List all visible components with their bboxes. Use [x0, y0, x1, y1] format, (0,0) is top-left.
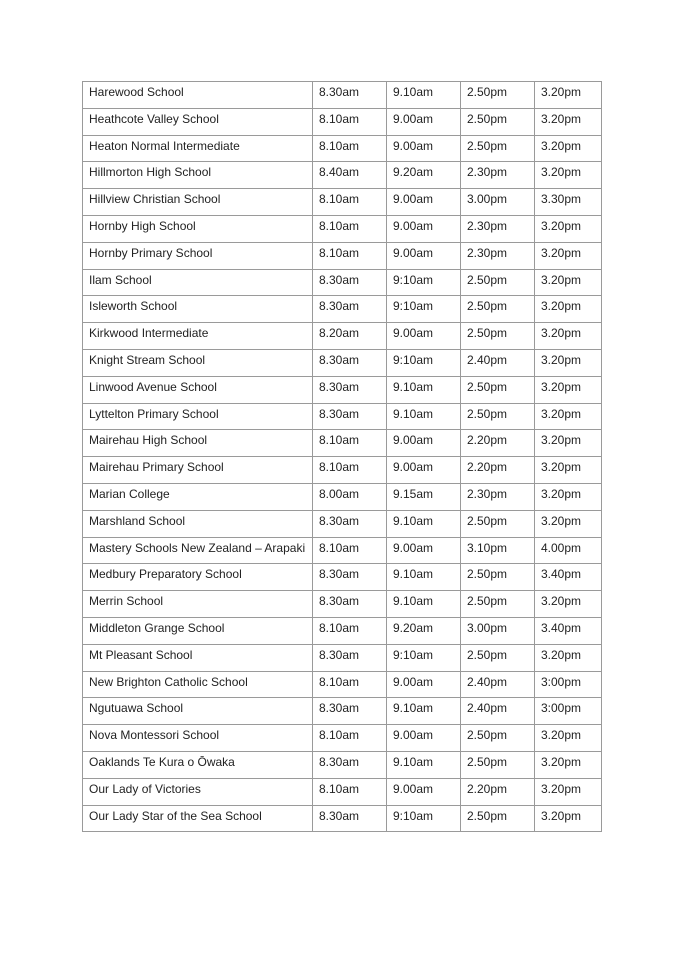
table-row	[83, 189, 602, 216]
table-row	[83, 135, 602, 162]
time-cell-1: 8.10am	[313, 671, 387, 698]
time-cell-2: 9:10am	[387, 644, 461, 671]
school-name-cell: Nova Montessori School	[83, 725, 313, 752]
time-cell-1: 8.30am	[313, 403, 387, 430]
table-row	[83, 242, 602, 269]
time-cell-2: 9.10am	[387, 510, 461, 537]
school-name-cell: Hornby Primary School	[83, 242, 313, 269]
table-row	[83, 564, 602, 591]
time-cell-3: 2.50pm	[461, 376, 535, 403]
time-cell-4: 3.20pm	[535, 242, 602, 269]
school-name-cell: Medbury Preparatory School	[83, 564, 313, 591]
time-cell-2: 9.15am	[387, 483, 461, 510]
time-cell-4: 3.20pm	[535, 725, 602, 752]
time-cell-3: 2.50pm	[461, 564, 535, 591]
time-cell-3: 2.50pm	[461, 591, 535, 618]
school-name-cell: Mt Pleasant School	[83, 644, 313, 671]
school-name-cell: Our Lady Star of the Sea School	[83, 805, 313, 832]
time-cell-4: 3.20pm	[535, 215, 602, 242]
table-row	[83, 82, 602, 109]
table-row	[83, 617, 602, 644]
time-cell-2: 9.00am	[387, 108, 461, 135]
time-cell-1: 8.30am	[313, 296, 387, 323]
time-cell-2: 9.10am	[387, 403, 461, 430]
table-row	[83, 323, 602, 350]
time-cell-4: 3:00pm	[535, 698, 602, 725]
time-cell-1: 8.10am	[313, 725, 387, 752]
time-cell-1: 8.30am	[313, 805, 387, 832]
school-name-cell: Hillmorton High School	[83, 162, 313, 189]
time-cell-3: 2.20pm	[461, 457, 535, 484]
time-cell-3: 2.30pm	[461, 483, 535, 510]
time-cell-2: 9.10am	[387, 591, 461, 618]
school-name-cell: Harewood School	[83, 82, 313, 109]
table-row	[83, 591, 602, 618]
time-cell-3: 2.40pm	[461, 671, 535, 698]
time-cell-1: 8.30am	[313, 376, 387, 403]
time-cell-2: 9.00am	[387, 537, 461, 564]
time-cell-1: 8.30am	[313, 751, 387, 778]
time-cell-2: 9.00am	[387, 135, 461, 162]
school-name-cell: Oaklands Te Kura o Ōwaka	[83, 751, 313, 778]
school-name-cell: Mairehau High School	[83, 430, 313, 457]
time-cell-4: 3.20pm	[535, 403, 602, 430]
school-name-cell: Linwood Avenue School	[83, 376, 313, 403]
table-row	[83, 430, 602, 457]
time-cell-3: 2.30pm	[461, 162, 535, 189]
time-cell-4: 3.20pm	[535, 82, 602, 109]
school-name-cell: Merrin School	[83, 591, 313, 618]
time-cell-3: 2.50pm	[461, 644, 535, 671]
time-cell-3: 2.50pm	[461, 108, 535, 135]
time-cell-3: 2.50pm	[461, 403, 535, 430]
time-cell-4: 3.20pm	[535, 778, 602, 805]
time-cell-1: 8.30am	[313, 564, 387, 591]
school-name-cell: Ilam School	[83, 269, 313, 296]
time-cell-1: 8.10am	[313, 537, 387, 564]
time-cell-4: 3.20pm	[535, 751, 602, 778]
time-cell-3: 2.50pm	[461, 269, 535, 296]
time-cell-4: 3.20pm	[535, 108, 602, 135]
table-row	[83, 751, 602, 778]
school-name-cell: Ngutuawa School	[83, 698, 313, 725]
time-cell-4: 3:00pm	[535, 671, 602, 698]
time-cell-2: 9.10am	[387, 564, 461, 591]
school-name-cell: New Brighton Catholic School	[83, 671, 313, 698]
time-cell-1: 8.10am	[313, 189, 387, 216]
time-cell-4: 3.20pm	[535, 805, 602, 832]
time-cell-2: 9.10am	[387, 376, 461, 403]
school-times-page	[82, 81, 601, 832]
time-cell-2: 9.10am	[387, 698, 461, 725]
time-cell-2: 9.10am	[387, 82, 461, 109]
time-cell-2: 9.00am	[387, 430, 461, 457]
time-cell-3: 2.40pm	[461, 349, 535, 376]
time-cell-3: 2.20pm	[461, 430, 535, 457]
table-row	[83, 671, 602, 698]
time-cell-4: 3.20pm	[535, 510, 602, 537]
time-cell-1: 8.30am	[313, 269, 387, 296]
time-cell-4: 3.20pm	[535, 349, 602, 376]
time-cell-2: 9.00am	[387, 457, 461, 484]
time-cell-4: 3.20pm	[535, 296, 602, 323]
time-cell-3: 2.40pm	[461, 698, 535, 725]
time-cell-1: 8.20am	[313, 323, 387, 350]
school-times-table	[82, 81, 602, 832]
time-cell-4: 4.00pm	[535, 537, 602, 564]
time-cell-1: 8.10am	[313, 135, 387, 162]
time-cell-3: 2.50pm	[461, 805, 535, 832]
time-cell-1: 8.30am	[313, 644, 387, 671]
time-cell-1: 8.10am	[313, 215, 387, 242]
school-name-cell: Middleton Grange School	[83, 617, 313, 644]
time-cell-3: 3.10pm	[461, 537, 535, 564]
table-row	[83, 725, 602, 752]
time-cell-1: 8.10am	[313, 778, 387, 805]
time-cell-3: 2.20pm	[461, 778, 535, 805]
table-row	[83, 778, 602, 805]
time-cell-3: 2.50pm	[461, 725, 535, 752]
school-name-cell: Hornby High School	[83, 215, 313, 242]
time-cell-1: 8.00am	[313, 483, 387, 510]
time-cell-3: 2.50pm	[461, 296, 535, 323]
time-cell-4: 3.40pm	[535, 564, 602, 591]
time-cell-4: 3.30pm	[535, 189, 602, 216]
school-name-cell: Lyttelton Primary School	[83, 403, 313, 430]
time-cell-3: 3.00pm	[461, 189, 535, 216]
table-row	[83, 805, 602, 832]
time-cell-3: 2.50pm	[461, 135, 535, 162]
time-cell-1: 8.10am	[313, 617, 387, 644]
school-name-cell: Heathcote Valley School	[83, 108, 313, 135]
time-cell-2: 9.00am	[387, 671, 461, 698]
time-cell-1: 8.30am	[313, 510, 387, 537]
time-cell-1: 8.10am	[313, 108, 387, 135]
table-row	[83, 296, 602, 323]
table-row	[83, 537, 602, 564]
table-row	[83, 483, 602, 510]
time-cell-2: 9.00am	[387, 323, 461, 350]
time-cell-4: 3.20pm	[535, 457, 602, 484]
table-row	[83, 457, 602, 484]
school-name-cell: Our Lady of Victories	[83, 778, 313, 805]
time-cell-2: 9.00am	[387, 725, 461, 752]
time-cell-2: 9.00am	[387, 778, 461, 805]
time-cell-2: 9.00am	[387, 215, 461, 242]
school-name-cell: Hillview Christian School	[83, 189, 313, 216]
time-cell-2: 9:10am	[387, 805, 461, 832]
time-cell-3: 2.50pm	[461, 323, 535, 350]
time-cell-4: 3.20pm	[535, 162, 602, 189]
time-cell-2: 9.00am	[387, 189, 461, 216]
time-cell-4: 3.20pm	[535, 376, 602, 403]
time-cell-3: 2.30pm	[461, 242, 535, 269]
time-cell-1: 8.10am	[313, 242, 387, 269]
school-name-cell: Kirkwood Intermediate	[83, 323, 313, 350]
school-name-cell: Isleworth School	[83, 296, 313, 323]
time-cell-3: 2.50pm	[461, 82, 535, 109]
table-body	[83, 82, 602, 832]
table-row	[83, 510, 602, 537]
time-cell-4: 3.20pm	[535, 483, 602, 510]
table-row	[83, 162, 602, 189]
time-cell-3: 2.50pm	[461, 751, 535, 778]
school-name-cell: Mastery Schools New Zealand – Arapaki	[83, 537, 313, 564]
table-row	[83, 376, 602, 403]
time-cell-4: 3.40pm	[535, 617, 602, 644]
time-cell-1: 8.30am	[313, 82, 387, 109]
time-cell-3: 3.00pm	[461, 617, 535, 644]
time-cell-1: 8.30am	[313, 349, 387, 376]
table-row	[83, 698, 602, 725]
school-name-cell: Mairehau Primary School	[83, 457, 313, 484]
time-cell-4: 3.20pm	[535, 430, 602, 457]
time-cell-2: 9:10am	[387, 349, 461, 376]
time-cell-4: 3.20pm	[535, 323, 602, 350]
school-name-cell: Marian College	[83, 483, 313, 510]
time-cell-2: 9:10am	[387, 296, 461, 323]
school-name-cell: Knight Stream School	[83, 349, 313, 376]
time-cell-2: 9:10am	[387, 269, 461, 296]
time-cell-4: 3.20pm	[535, 269, 602, 296]
table-row	[83, 108, 602, 135]
time-cell-3: 2.50pm	[461, 510, 535, 537]
time-cell-1: 8.30am	[313, 591, 387, 618]
school-name-cell: Marshland School	[83, 510, 313, 537]
time-cell-4: 3.20pm	[535, 591, 602, 618]
time-cell-2: 9.10am	[387, 751, 461, 778]
table-row	[83, 269, 602, 296]
time-cell-2: 9.20am	[387, 162, 461, 189]
time-cell-1: 8.10am	[313, 430, 387, 457]
time-cell-4: 3.20pm	[535, 135, 602, 162]
time-cell-1: 8.40am	[313, 162, 387, 189]
table-row	[83, 644, 602, 671]
time-cell-3: 2.30pm	[461, 215, 535, 242]
table-row	[83, 349, 602, 376]
time-cell-1: 8.30am	[313, 698, 387, 725]
table-row	[83, 403, 602, 430]
school-name-cell: Heaton Normal Intermediate	[83, 135, 313, 162]
time-cell-2: 9.00am	[387, 242, 461, 269]
table-row	[83, 215, 602, 242]
time-cell-1: 8.10am	[313, 457, 387, 484]
time-cell-4: 3.20pm	[535, 644, 602, 671]
time-cell-2: 9.20am	[387, 617, 461, 644]
